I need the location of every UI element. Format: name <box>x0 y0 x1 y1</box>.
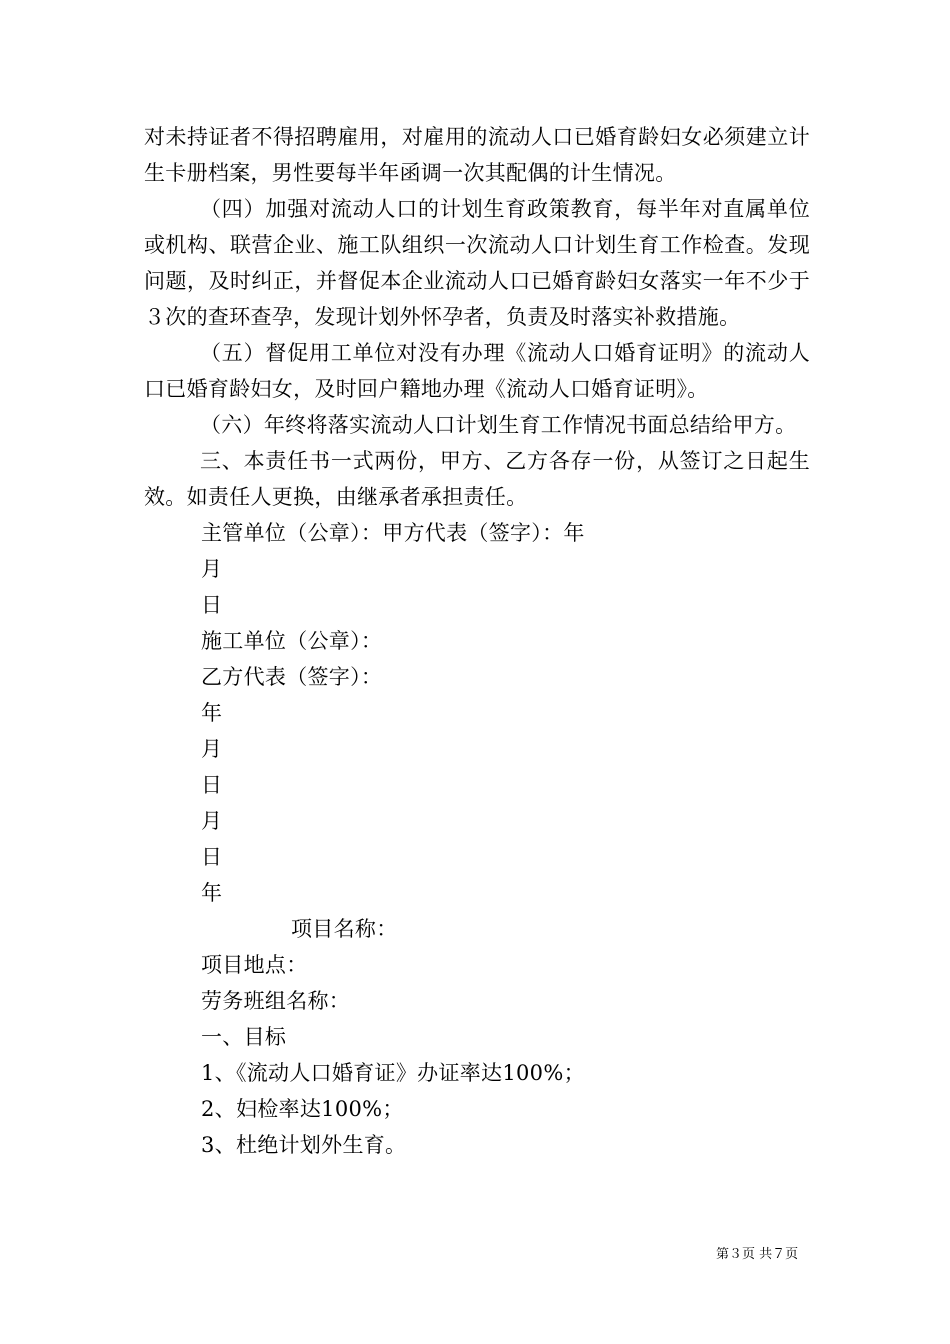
goal-item-2: 2、妇检率达100%； <box>201 1097 404 1121</box>
goal-item-3: 3、杜绝计划外生育。 <box>201 1133 407 1157</box>
paragraph-section-3: 三、本责任书一式两份，甲方、乙方各存一份，从签订之日起生效。如责任人更换，由继承者承担责任。 <box>144 449 810 509</box>
signature-line-year: 年 <box>201 881 223 905</box>
paragraph-item-4: （四）加强对流动人口的计划生育政策教育，每半年对直属单位或机构、联营企业、施工队组织一次流动人口计划生育工作检查。发现问题，及时纠正，并督促本企业流动人口已婚育龄妇女落实一年不少于３次的查环查孕，发现计划外怀孕者，负责及时落实补救措施。 <box>144 197 810 329</box>
section-heading-goals: 一、目标 <box>201 1025 287 1049</box>
signature-line-day: 日 <box>201 593 223 617</box>
document-body <box>144 119 810 1163</box>
signature-line-year: 年 <box>201 701 223 725</box>
signature-line-party-b: 乙方代表（签字）： <box>201 665 383 689</box>
project-location-line: 项目地点： <box>201 953 308 977</box>
signature-line-supervisor: 主管单位（公章）：甲方代表（签字）：年 <box>201 521 585 545</box>
paragraph-item-6: （六）年终将落实流动人口计划生育工作情况书面总结给甲方。 <box>200 413 797 437</box>
signature-line-day: 日 <box>201 773 223 797</box>
project-name-line: 项目名称： <box>291 917 398 941</box>
signature-line-day: 日 <box>201 845 223 869</box>
signature-line-month: 月 <box>201 809 223 833</box>
paragraph-item-5: （五）督促用工单位对没有办理《流动人口婚育证明》的流动人口已婚育龄妇女，及时回户籍地办理《流动人口婚育证明》。 <box>144 341 810 401</box>
signature-line-month: 月 <box>201 737 223 761</box>
labor-team-line: 劳务班组名称： <box>201 989 351 1013</box>
paragraph-continuation: 对未持证者不得招聘雇用，对雇用的流动人口已婚育龄妇女必须建立计生卡册档案，男性要每半年函调一次其配偶的计生情况。 <box>144 125 810 185</box>
signature-line-contractor: 施工单位（公章）： <box>201 629 383 653</box>
page-number-footer: 第３页 共７页 <box>716 1247 799 1262</box>
goal-item-1: 1、《流动人口婚育证》办证率达100%； <box>201 1061 585 1085</box>
signature-line-month: 月 <box>201 557 223 581</box>
